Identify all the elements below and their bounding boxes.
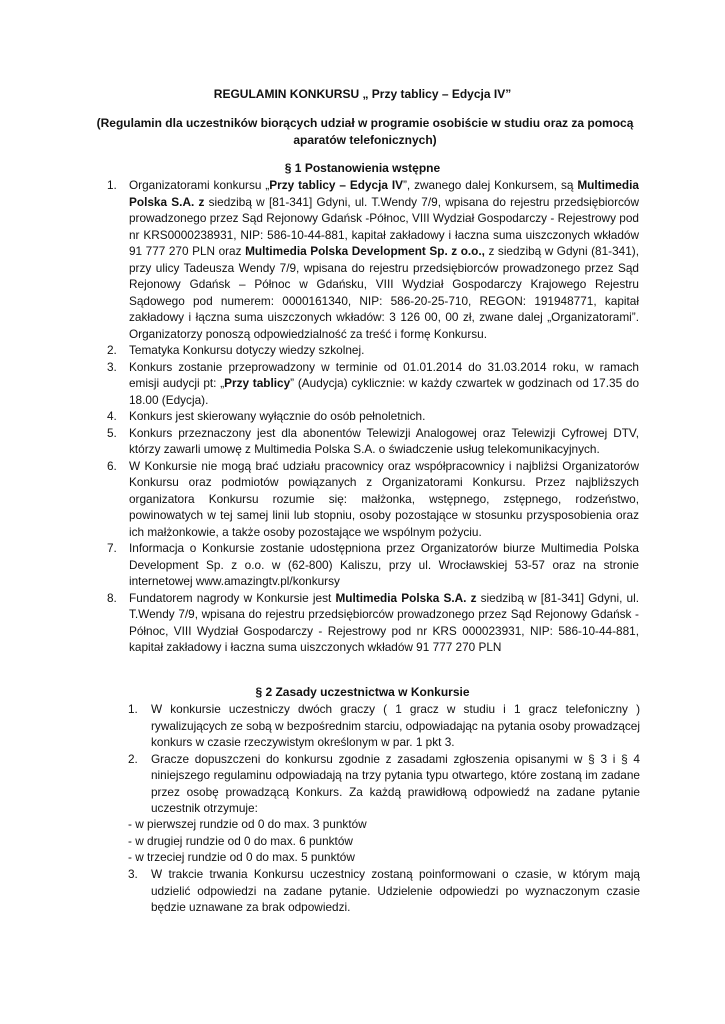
item-number: 3. [107, 359, 117, 374]
list-item: 6. W Konkursie nie mogą brać udziału pracownicy oraz współpracownicy i najbliżsi Organizatorów Konkursu oraz podmiotów powiązanych z Organizatorami Konkursu. Przez najbliższych organizatora Konkursu rozumie się: małżonka, wstępnego, zstępnego, rodzeństwo, powinowatych w tej samej linii lub stopniu, osoby pozostające w stosunku przysposobienia oraz ich małżonkowie, a także osoby pozostające we wspólnym pożyciu. [107, 458, 639, 539]
section-1-heading: § 1 Postanowienia wstępne [284, 161, 441, 175]
list-item: 8. Fundatorem nagrody w Konkursie jest Multimedia Polska S.A. z siedzibą w [81-341] Gdyni, ul. T.Wendy 7/9, wpisana do rejestru przedsiębiorców prowadzonego przez Sąd Rejonowy Gdańsk -Północ, VIII Wydział Gospodarczy - Rejestrowy pod nr KRS 000023931, NIP: 586-10-44-881, kapitał zakładowy i łaczna suma uiszczonych wkładów 91 777 270 PLN [107, 590, 639, 654]
item-number: 5. [107, 425, 117, 440]
list-item: 5. Konkurs przeznaczony jest dla abonentów Telewizji Analogowej oraz Telewizji Cyfrowej DTV, którzy zawarli umowę z Multimedia Polska S.A. o świadczenie usług telekomunikacyjnych. [107, 425, 639, 456]
item-number: 2. [128, 751, 138, 766]
section-1-list [107, 177, 639, 656]
section-2-heading: § 2 Zasady uczestnictwa w Konkursie [255, 685, 470, 699]
list-item: 7. Informacja o Konkursie zostanie udostępniona przez Organizatorów biurze Multimedia Polska Development Sp. z o.o. w (62-800) Kaliszu, przy ul. Wrocławskiej 53-57 oraz na stronie internetowej www.amazingtv.pl/konkursy [107, 541, 639, 588]
item-number: 7. [107, 541, 117, 555]
list-item: 2. Tematyka Konkursu dotyczy wiedzy szkolnej. [107, 343, 365, 357]
points-list [128, 816, 628, 866]
item-number: 2. [107, 343, 117, 357]
document-title: REGULAMIN KONKURSU „ Przy tablicy – Edycja IV” [213, 87, 512, 101]
document-subtitle: (Regulamin dla uczestników biorących udział w programie osobiście w studiu oraz za pomocą aparatów telefonicznych) [96, 116, 634, 147]
list-item: 1. Organizatorami konkursu „Przy tablicy – Edycja IV”, zwanego dalej Konkursem, są Multimedia Polska S.A. z siedzibą w [81-341] Gdyni, ul. T.Wendy 7/9, wpisana do rejestru przedsiębiorców prowadzonego przez Sąd Rejonowy Gdańsk -Północ, VIII Wydział Gospodarczy - Rejestrowy pod nr KRS0000238931, NIP: 586-10-44-881, kapitał zakładowy i łaczna suma uiszczonych wkładów 91 777 270 PLN oraz Multimedia Polska Development Sp. z o.o., z siedzibą w Gdyni (81-341), przy ulicy Tadeusza Wendy 7/9, wpisana do rejestru przedsiębiorców prowadzonego przez Sąd Rejonowy Gdańsk – Północ w Gdańsku, VIII Wydział Gospodarczy Krajowego Rejestru Sądowego pod numerem: 0000161340, NIP: 586-20-25-710, REGON: 191948771, kapitał zakładowy i łączna suma uiszczonych wkładów: 3 126 00, 00 zł, zwane dalej „Organizatorami”. Organizatorzy ponoszą odpowiedzialność za treść i formę Konkursu. [107, 178, 640, 341]
item-number: 3. [128, 867, 138, 881]
list-item: 2. Gracze dopuszczeni do konkursu zgodnie z zasadami zgłoszenia opisanymi w § 3 i § 4 niniejszego regulaminu odpowiadają na trzy pytania typu otwartego, które zostaną im zadane przez osobę prowadzącą Konkurs. Za każdą prawidłową odpowiedź na zadane pytanie uczestnik otrzymuje: [128, 751, 640, 815]
list-item: 1. W konkursie uczestniczy dwóch graczy ( 1 gracz w studiu i 1 gracz telefoniczny ) rywalizujących ze sobą w bezpośrednim starciu, odpowiadając na pytania osoby prowadzącej konkurs w czasie rzeczywistym określonym w par. 1 pkt 3. [128, 702, 640, 749]
item-number: 6. [107, 458, 117, 473]
item-number: 1. [107, 178, 117, 192]
points-line: - w drugiej rundzie od 0 do max. 6 punktów [128, 833, 353, 848]
section-2-list [128, 701, 640, 817]
item-number: 4. [107, 409, 117, 423]
points-line: - w trzeciej rundzie od 0 do max. 5 punktów [128, 850, 355, 864]
item-number: 1. [128, 702, 138, 716]
list-item: 4. Konkurs jest skierowany wyłącznie do osób pełnoletnich. [107, 409, 426, 423]
list-item: 3. Konkurs zostanie przeprowadzony w terminie od 01.01.2014 do 31.03.2014 roku, w ramach emisji audycji pt: „Przy tablicy” (Audycja) cyklicznie: w każdy czwartek w godzinach od 17.35 do 18.00 (Edycja). [107, 359, 639, 407]
points-line: - w pierwszej rundzie od 0 do max. 3 punktów [128, 817, 367, 831]
list-item: 3. W trakcie trwania Konkursu uczestnicy zostaną poinformowani o czasie, w którym mają udzielić odpowiedzi na zadane pytanie. Udzielenie odpowiedzi po wyznaczonym czasie będzie uznawane za brak odpowiedzi. [128, 867, 640, 914]
item-number: 8. [107, 590, 117, 605]
section-2-list-cont [128, 866, 640, 916]
